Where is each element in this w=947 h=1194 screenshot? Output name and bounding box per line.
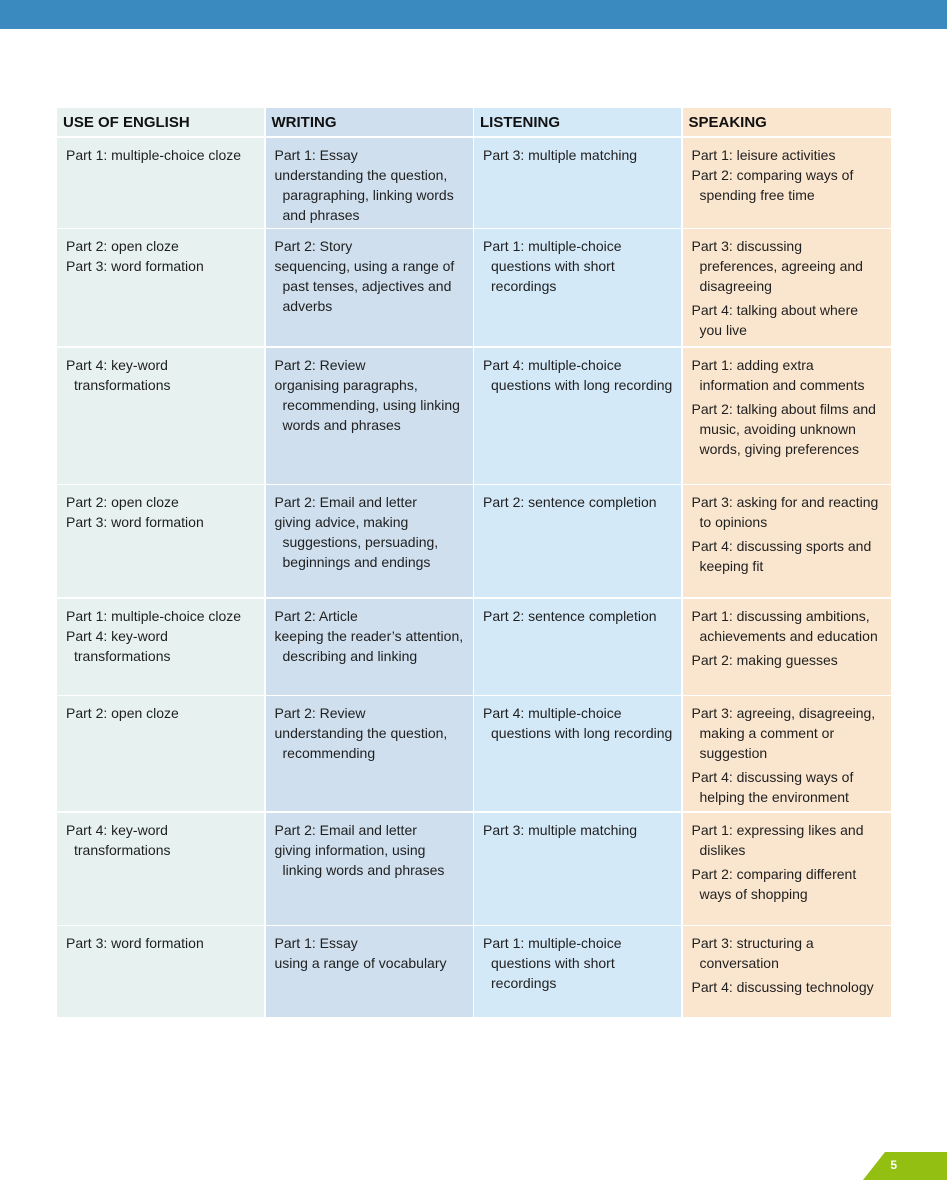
cell-block bbox=[692, 703, 883, 763]
cell-listening bbox=[474, 599, 681, 695]
cell-block bbox=[692, 977, 883, 997]
cell-item: Part 4: discussing ways of helping the environment bbox=[691, 769, 854, 805]
cell-block bbox=[66, 606, 256, 666]
cell-item: Part 1: leisure activities bbox=[691, 146, 836, 163]
cell-block bbox=[692, 300, 883, 340]
cell-use-of-english bbox=[57, 813, 264, 925]
cell-writing bbox=[266, 348, 473, 484]
cell-writing bbox=[266, 229, 473, 346]
cell-item: Part 4: discussing sports and keeping fit bbox=[691, 538, 872, 574]
cell-writing bbox=[266, 138, 473, 228]
cell-item: Part 3: structuring a conversation bbox=[691, 935, 814, 971]
cell-item: Part 1: multiple-choice cloze bbox=[66, 607, 242, 624]
cell-item: Part 2: Email and letter bbox=[274, 494, 417, 510]
cell-block bbox=[66, 355, 256, 395]
cell-speaking bbox=[683, 138, 891, 228]
cell-listening bbox=[474, 348, 681, 484]
cell-block bbox=[692, 355, 883, 395]
cell-block bbox=[692, 650, 883, 670]
cell-listening bbox=[474, 229, 681, 346]
cell-item: Part 2: open cloze bbox=[66, 494, 179, 510]
cell-item: Part 3: agreeing, disagreeing, making a comment or suggestion bbox=[691, 705, 876, 761]
cell-listening bbox=[474, 813, 681, 925]
cell-block bbox=[483, 355, 673, 395]
cell-item: Part 1: Essay bbox=[274, 935, 358, 951]
top-banner bbox=[0, 0, 947, 29]
cell-item: Part 2: open cloze bbox=[66, 238, 179, 254]
cell-item: Part 2: comparing ways of spending free time bbox=[691, 166, 854, 203]
cell-listening bbox=[474, 485, 681, 597]
cell-item: keeping the reader’s attention, describing and linking bbox=[274, 627, 464, 664]
cell-use-of-english bbox=[57, 485, 264, 597]
syllabus-table bbox=[57, 108, 890, 1017]
cell-use-of-english bbox=[57, 138, 264, 228]
cell-block bbox=[483, 492, 673, 512]
cell-use-of-english bbox=[57, 599, 264, 695]
cell-item: giving advice, making suggestions, persuading, beginnings and endings bbox=[274, 514, 439, 570]
cell-writing bbox=[266, 926, 473, 1017]
cell-item: Part 3: word formation bbox=[66, 935, 204, 951]
cell-item: Part 3: word formation bbox=[66, 258, 204, 274]
header-listening: LISTENING bbox=[474, 108, 681, 136]
cell-item: Part 1: multiple-choice questions with short recordings bbox=[483, 935, 622, 991]
cell-block bbox=[483, 933, 673, 993]
cell-item: giving information, using linking words and phrases bbox=[274, 841, 445, 878]
cell-speaking bbox=[683, 926, 891, 1017]
header-use-of-english: USE OF ENGLISH bbox=[57, 108, 264, 136]
cell-item: Part 2: Review bbox=[274, 356, 366, 373]
cell-listening bbox=[474, 696, 681, 811]
cell-item: Part 1: multiple-choice questions with short recordings bbox=[483, 238, 622, 294]
cell-block bbox=[275, 355, 465, 435]
cell-block bbox=[275, 606, 465, 666]
cell-block bbox=[483, 703, 673, 743]
cell-item: Part 2: comparing different ways of shopping bbox=[691, 865, 857, 902]
cell-item: Part 4: multiple-choice questions with long recording bbox=[483, 356, 673, 393]
cell-block bbox=[692, 145, 883, 205]
cell-item: Part 4: key-word transformations bbox=[66, 627, 171, 664]
cell-block bbox=[692, 767, 883, 807]
cell-writing bbox=[266, 485, 473, 597]
cell-item: Part 3: multiple matching bbox=[483, 821, 638, 838]
cell-use-of-english bbox=[57, 926, 264, 1017]
cell-block bbox=[692, 933, 883, 973]
cell-item: Part 2: sentence completion bbox=[483, 494, 657, 510]
page-number: 5 bbox=[890, 1158, 897, 1172]
cell-item: Part 2: open cloze bbox=[66, 705, 179, 721]
cell-listening bbox=[474, 138, 681, 228]
cell-block bbox=[275, 820, 465, 880]
cell-block bbox=[692, 536, 883, 576]
cell-block bbox=[692, 399, 883, 459]
cell-block bbox=[692, 236, 883, 296]
cell-item: Part 2: sentence completion bbox=[483, 607, 657, 624]
page-tab bbox=[863, 1152, 947, 1180]
cell-item: Part 4: key-word transformations bbox=[66, 356, 171, 393]
cell-speaking bbox=[683, 599, 891, 695]
cell-block bbox=[692, 606, 883, 646]
cell-block bbox=[66, 492, 256, 532]
cell-item: Part 3: word formation bbox=[66, 514, 204, 530]
cell-item: Part 4: multiple-choice questions with long recording bbox=[483, 705, 673, 741]
cell-item: Part 2: Email and letter bbox=[274, 821, 417, 838]
cell-item: Part 1: discussing ambitions, achievements and education bbox=[691, 607, 878, 644]
cell-item: Part 2: Article bbox=[274, 607, 358, 624]
cell-item: organising paragraphs, recommending, using linking words and phrases bbox=[274, 376, 460, 433]
cell-block bbox=[66, 145, 256, 165]
cell-item: Part 1: Essay bbox=[274, 146, 358, 163]
cell-speaking bbox=[683, 348, 891, 484]
cell-item: Part 1: expressing likes and dislikes bbox=[691, 821, 864, 858]
cell-block bbox=[275, 703, 465, 763]
cell-item: using a range of vocabulary bbox=[274, 955, 447, 971]
cell-block bbox=[483, 236, 673, 296]
cell-use-of-english bbox=[57, 348, 264, 484]
cell-block bbox=[275, 933, 465, 973]
cell-speaking bbox=[683, 229, 891, 346]
cell-item: Part 4: key-word transformations bbox=[66, 821, 171, 858]
cell-use-of-english bbox=[57, 229, 264, 346]
cell-use-of-english bbox=[57, 696, 264, 811]
cell-item: understanding the question, recommending bbox=[274, 725, 448, 761]
cell-block bbox=[66, 820, 256, 860]
cell-item: Part 2: Review bbox=[274, 705, 366, 721]
cell-item: Part 3: multiple matching bbox=[483, 146, 638, 163]
cell-writing bbox=[266, 813, 473, 925]
cell-block bbox=[66, 703, 256, 723]
cell-writing bbox=[266, 599, 473, 695]
cell-block bbox=[275, 492, 465, 572]
cell-block bbox=[66, 933, 256, 953]
cell-block bbox=[275, 145, 465, 225]
cell-item: Part 3: discussing preferences, agreeing and disagreeing bbox=[691, 238, 863, 294]
cell-item: Part 4: discussing technology bbox=[691, 979, 874, 995]
cell-item: Part 1: multiple-choice cloze bbox=[66, 146, 242, 163]
cell-block bbox=[483, 820, 673, 840]
cell-speaking bbox=[683, 696, 891, 811]
cell-block bbox=[66, 236, 256, 276]
cell-item: Part 3: asking for and reacting to opinions bbox=[691, 494, 879, 530]
cell-speaking bbox=[683, 485, 891, 597]
cell-block bbox=[483, 606, 673, 626]
cell-block bbox=[275, 236, 465, 316]
cell-item: Part 2: making guesses bbox=[691, 651, 838, 668]
cell-block bbox=[692, 820, 883, 860]
cell-listening bbox=[474, 926, 681, 1017]
cell-block bbox=[692, 864, 883, 904]
cell-item: Part 1: adding extra information and comments bbox=[691, 356, 865, 393]
header-writing: WRITING bbox=[266, 108, 473, 136]
cell-block bbox=[692, 492, 883, 532]
cell-writing bbox=[266, 696, 473, 811]
header-speaking: SPEAKING bbox=[683, 108, 891, 136]
cell-speaking bbox=[683, 813, 891, 925]
cell-item: Part 2: Story bbox=[274, 238, 353, 254]
cell-item: Part 2: talking about films and music, avoiding unknown words, giving preferences bbox=[691, 400, 876, 457]
cell-block bbox=[483, 145, 673, 165]
cell-item: Part 4: talking about where you live bbox=[691, 302, 859, 338]
cell-item: understanding the question, paragraphing, linking words and phrases bbox=[274, 166, 454, 223]
cell-item: sequencing, using a range of past tenses, adjectives and adverbs bbox=[274, 258, 455, 314]
